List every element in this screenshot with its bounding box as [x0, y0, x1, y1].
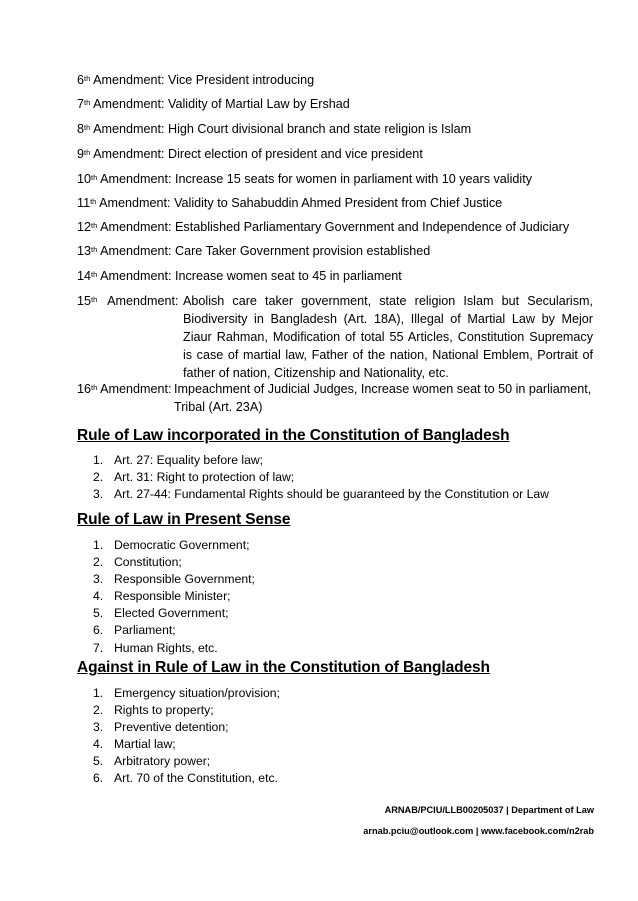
section-heading-present-sense: Rule of Law in Present Sense: [77, 511, 291, 528]
ordinal-suffix: th: [91, 295, 98, 304]
list-item: 7. Human Rights, etc.: [93, 640, 218, 655]
list-item: 6. Art. 70 of the Constitution, etc.: [93, 771, 278, 786]
amendment-number: 6: [77, 73, 85, 87]
ordinal-suffix: th: [84, 74, 91, 83]
ordinal-suffix: th: [84, 98, 91, 107]
list-item: 2. Constitution;: [93, 555, 182, 570]
ordinal-suffix: th: [91, 221, 98, 230]
amendment-8: [77, 120, 593, 138]
amendment-text: High Court divisional branch and state religion is Islam: [168, 122, 472, 136]
amendment-number: 11: [77, 196, 91, 210]
amendment-number: 7: [77, 97, 85, 111]
list-item: 6. Parliament;: [93, 623, 176, 638]
amendment-13: [77, 242, 593, 260]
ordinal-suffix: th: [91, 270, 98, 279]
list-item: 4. Responsible Minister;: [93, 589, 231, 604]
ordinal-suffix: th: [91, 245, 98, 254]
amendment-text: Direct election of president and vice president: [168, 147, 423, 161]
ordinal-suffix: th: [84, 148, 91, 157]
amendment-number: 16: [77, 382, 92, 396]
amendment-7: [77, 95, 593, 113]
amendment-12: [77, 218, 593, 236]
ordinal-suffix: th: [91, 383, 98, 392]
list-item: 4. Martial law;: [93, 737, 176, 752]
amendment-text: Impeachment of Judicial Judges, Increase women seat to 50 in parliament, Tribal (Art. 23A): [174, 382, 592, 414]
list-item: 2. Art. 31: Right to protection of law;: [93, 470, 295, 485]
amendment-number: 8: [77, 122, 85, 136]
ordinal-suffix: th: [91, 173, 98, 182]
list-item: 1. Democratic Government;: [93, 538, 250, 552]
incorporated-list: [93, 452, 549, 503]
amendment-16: [77, 380, 593, 416]
amendment-label: Amendment:: [99, 196, 171, 210]
amendment-number: 15: [77, 294, 92, 308]
list-item: 5. Arbitratory power;: [93, 754, 211, 769]
ordinal-suffix: th: [90, 197, 97, 206]
amendment-label: Amendment:: [100, 244, 172, 258]
amendment-number: 14: [77, 269, 92, 283]
amendment-label: Amendment:: [100, 382, 172, 396]
list-item: 3. Art. 27-44: Fundamental Rights should be guaranteed by the Constitution or Law: [93, 487, 549, 502]
amendment-label: Amendment:: [100, 172, 172, 186]
amendment-11: [77, 194, 593, 212]
amendment-label: Amendment:: [93, 97, 165, 111]
list-item: 5. Elected Government;: [93, 606, 229, 621]
amendment-6: [77, 71, 593, 89]
amendment-text: Validity of Martial Law by Ershad: [168, 97, 350, 111]
amendment-number: 10: [77, 172, 92, 186]
ordinal-suffix: th: [84, 123, 91, 132]
amendment-10: [77, 170, 593, 188]
list-item: 3. Preventive detention;: [93, 720, 229, 735]
amendment-label: Amendment:: [100, 269, 172, 283]
amendment-label: Amendment:: [107, 294, 179, 308]
against-list: [93, 685, 280, 788]
amendment-text: Increase 15 seats for women in parliament with 10 years validity: [175, 172, 532, 186]
amendment-14: [77, 267, 593, 285]
list-item: 1. Art. 27: Equality before law;: [93, 453, 264, 467]
section-heading-against: Against in Rule of Law in the Constitution of Bangladesh: [77, 659, 490, 676]
amendment-label: Amendment:: [100, 220, 172, 234]
section-heading-incorporated: Rule of Law incorporated in the Constitution of Bangladesh: [77, 427, 510, 444]
amendment-text: Care Taker Government provision established: [175, 244, 431, 258]
amendment-number: 13: [77, 244, 92, 258]
present-sense-list: [93, 537, 255, 657]
list-item: 2. Rights to property;: [93, 703, 214, 718]
amendment-label: Amendment:: [93, 122, 165, 136]
amendment-text: Increase women seat to 45 in parliament: [175, 269, 402, 283]
list-item: 3. Responsible Government;: [93, 572, 255, 587]
amendment-text: Vice President introducing: [168, 73, 315, 87]
list-item: 1. Emergency situation/provision;: [93, 686, 280, 700]
amendment-15: [77, 292, 593, 382]
footer-contact-line: arnab.pciu@outlook.com | www.facebook.com/n2rab: [363, 826, 594, 836]
amendment-text: Established Parliamentary Government and Independence of Judiciary: [175, 220, 570, 234]
amendment-text: Abolish care taker government, state religion Islam but Secularism, Biodiversity in Bangladesh (Art. 18A), Illegal of Martial Law by Mejor Ziaur Rahman, Modification of total 55 Articles, Constitution Supremacy is case of martial law, Father of the nation, National Emblem, Portrait of father of nation, Citizenship and Nationality, etc.: [183, 294, 593, 380]
amendment-number: 9: [77, 147, 85, 161]
amendment-9: [77, 145, 593, 163]
amendment-label: Amendment:: [93, 73, 165, 87]
amendment-text: Validity to Sahabuddin Ahmed President from Chief Justice: [174, 196, 503, 210]
amendment-number: 12: [77, 220, 92, 234]
footer-author-line: ARNAB/PCIU/LLB00205037 | Department of Law: [384, 805, 594, 815]
amendment-label: Amendment:: [93, 147, 165, 161]
